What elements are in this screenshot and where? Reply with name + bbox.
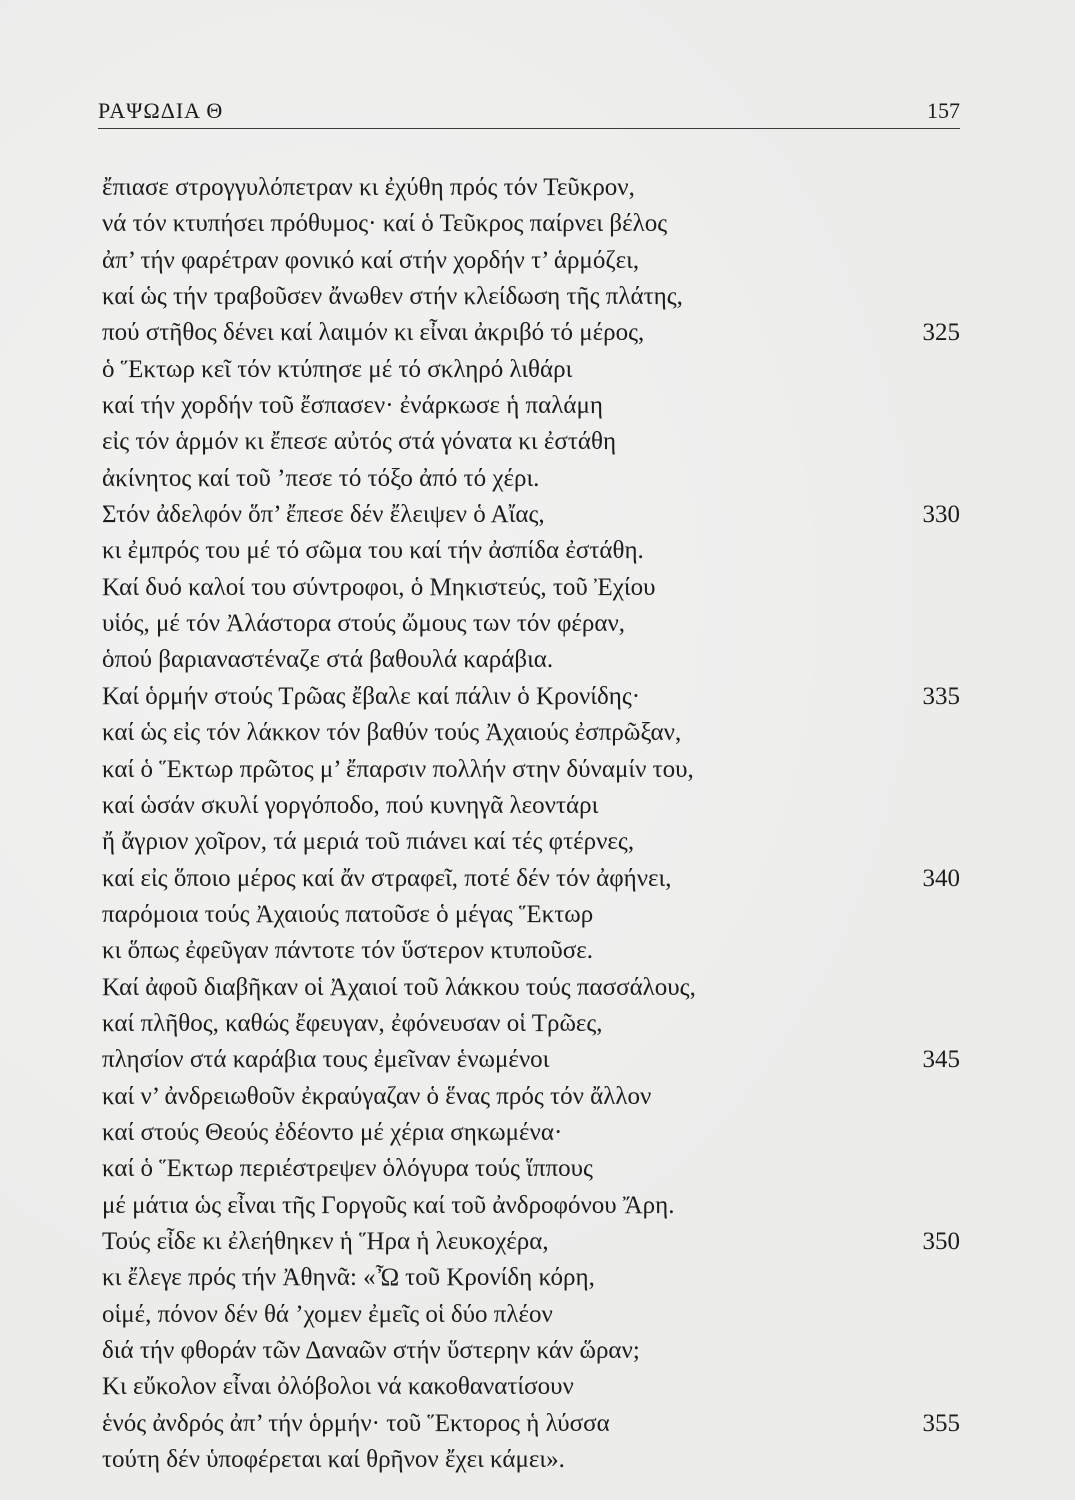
verse-line: [102, 1079, 960, 1115]
verse-text: ἑνός ἀνδρός ἀπ’ τήν ὁρμήν· τοῦ Ἕκτορος ἡ λύσσα: [102, 1409, 610, 1437]
verse-text: νά τόν κτυπήσει πρόθυμος· καί ὁ Τεῦκρος παίρνει βέλος: [102, 210, 668, 238]
verse-line: [102, 1188, 960, 1224]
verse-text: καί εἰς ὅποιο μέρος καί ἄν στραφεῖ, ποτέ δέν τόν ἀφήνει,: [102, 864, 672, 892]
verse-text: Καί ἀφοῦ διαβῆκαν οἱ Ἀχαιοί τοῦ λάκκου τούς πασσάλους,: [102, 973, 696, 1001]
verse-line: [102, 315, 960, 351]
verse-text: οἱμέ, πόνον δέν θά ’χομεν ἐμεῖς οἱ δύο πλέον: [102, 1300, 553, 1328]
verse-text: Στόν ἀδελφόν ὅπ’ ἔπεσε δέν ἔλειψεν ὁ Αἴας,: [102, 501, 545, 529]
line-number: 345: [922, 1046, 960, 1074]
verse-line: [102, 679, 960, 715]
verse-text: κι ἐμπρός του μέ τό σῶμα του καί τήν ἀσπίδα ἐστάθη.: [102, 537, 644, 565]
verse-text: Τούς εἶδε κι ἐλεήθηκεν ἡ Ἥρα ἡ λευκοχέρα,: [102, 1227, 549, 1255]
verse-text: τούτη δέν ὑποφέρεται καί θρῆνον ἔχει κάμει».: [102, 1446, 565, 1474]
verse-line: [102, 824, 960, 860]
verse-text: Καί ὁρμήν στούς Τρῶας ἔβαλε καί πάλιν ὁ Κρονίδης·: [102, 682, 641, 710]
page-number: 157: [927, 98, 960, 123]
verse-text: καί ὡσάν σκυλί γοργόποδο, πού κυνηγᾶ λεοντάρι: [102, 791, 599, 819]
verse-line: [102, 1406, 960, 1442]
verse-line: [102, 642, 960, 678]
verse-text: πού στῆθος δένει καί λαιμόν κι εἶναι ἀκριβό τό μέρος,: [102, 319, 645, 347]
verse-line: [102, 533, 960, 569]
verse-line: [102, 1042, 960, 1078]
verse-text: Κι εὔκολον εἶναι ὀλόβολοι νά κακοθανατίσουν: [102, 1373, 574, 1401]
line-number: 340: [922, 864, 960, 892]
verse-line: [102, 788, 960, 824]
verse-text: πλησίον στά καράβια τους ἐμεῖναν ἑνωμένοι: [102, 1046, 550, 1074]
verse-text: καί πλῆθος, καθώς ἔφευγαν, ἐφόνευσαν οἱ Τρῶες,: [102, 1009, 603, 1037]
verse-line: [102, 933, 960, 969]
verse-line: [102, 570, 960, 606]
verse-line: [102, 497, 960, 533]
line-number: 330: [922, 501, 960, 529]
verse-line: [102, 897, 960, 933]
verse-text: υἱός, μέ τόν Ἀλάστορα στούς ὤμους των τόν φέραν,: [102, 610, 626, 638]
verse-line: [102, 1369, 960, 1405]
line-number: 350: [922, 1227, 960, 1255]
verse-text: εἰς τόν ἁρμόν κι ἔπεσε αὐτός στά γόνατα κι ἐστάθη: [102, 428, 617, 456]
running-head: ΡΑΨΩΔΙΑ Θ: [98, 98, 224, 123]
verse-line: [102, 461, 960, 497]
verse-line: [102, 206, 960, 242]
verse-line: [102, 1151, 960, 1187]
verse-text: ἀκίνητος καί τοῦ ’πεσε τό τόξο ἀπό τό χέρι.: [102, 464, 540, 492]
verse-text: καί τήν χορδήν τοῦ ἔσπασεν· ἐνάρκωσε ἡ παλάμη: [102, 392, 603, 420]
verse-text: μέ μάτια ὡς εἶναι τῆς Γοργοῦς καί τοῦ ἀνδροφόνου Ἄρη.: [102, 1191, 675, 1219]
verse-text: Καί δυό καλοί του σύντροφοι, ὁ Μηκιστεύς, τοῦ Ἐχίου: [102, 573, 656, 601]
verse-text: ὁπού βαριαναστέναζε στά βαθουλά καράβια.: [102, 646, 554, 674]
verse-text: ὁ Ἕκτωρ κεῖ τόν κτύπησε μέ τό σκληρό λιθάρι: [102, 355, 573, 383]
verse-line: [102, 606, 960, 642]
verse-line: [102, 279, 960, 315]
verse-text: ἔπιασε στρογγυλόπετραν κι ἐχύθη πρός τόν Τεῦκρον,: [102, 174, 635, 201]
verse-line: [102, 1006, 960, 1042]
verse-line: [102, 715, 960, 751]
verse-line: [102, 1260, 960, 1296]
verse-text: κι ἔλεγε πρός τήν Ἀθηνᾶ: «Ὦ τοῦ Κρονίδη κόρη,: [102, 1264, 595, 1292]
verse-text: καί ὁ Ἕκτωρ πρῶτος μ’ ἔπαρσιν πολλήν στην δύναμίν του,: [102, 755, 694, 783]
verse-text: καί ὁ Ἕκτωρ περιέστρεψεν ὁλόγυρα τούς ἵππους: [102, 1155, 593, 1183]
verse-text: διά τήν φθοράν τῶν Δαναῶν στήν ὕστερην κάν ὥραν;: [102, 1337, 640, 1364]
verse-line: [102, 424, 960, 460]
verse-line: [102, 170, 960, 206]
verse-line: [102, 352, 960, 388]
verse-text: ἤ ἄγριον χοῖρον, τά μεριά τοῦ πιάνει καί τές φτέρνες,: [102, 828, 635, 856]
verse-text: κι ὅπως ἐφεῦγαν πάντοτε τόν ὕστερον κτυποῦσε.: [102, 937, 593, 965]
line-number: 355: [922, 1409, 960, 1437]
verse-text: καί ν’ ἀνδρειωθοῦν ἐκραύγαζαν ὁ ἕνας πρός τόν ἄλλον: [102, 1082, 652, 1110]
verse-line: [102, 861, 960, 897]
verse-line: [102, 1297, 960, 1333]
verse-line: [102, 1333, 960, 1369]
verse-line: [102, 243, 960, 279]
verse-text: καί ὡς τήν τραβοῦσεν ἄνωθεν στήν κλείδωση τῆς πλάτης,: [102, 283, 683, 311]
page-header: [98, 92, 960, 129]
verse-line: [102, 1224, 960, 1260]
verse-line: [102, 1115, 960, 1151]
verse-text: ἀπ’ τήν φαρέτραν φονικό καί στήν χορδήν τ’ ἁρμόζει,: [102, 246, 640, 274]
verse-line: [102, 970, 960, 1006]
verse-line: [102, 388, 960, 424]
verse-line: [102, 1442, 960, 1478]
verse-text: παρόμοια τούς Ἀχαιούς πατοῦσε ὁ μέγας Ἕκτωρ: [102, 900, 594, 928]
verse-line: [102, 752, 960, 788]
verse-text: καί στούς Θεούς ἐδέοντο μέ χέρια σηκωμένα·: [102, 1118, 563, 1146]
verse-block: [102, 170, 960, 1478]
line-number: 325: [922, 319, 960, 347]
line-number: 335: [922, 682, 960, 710]
verse-text: καί ὡς εἰς τόν λάκκον τόν βαθύν τούς Ἀχαιούς ἐσπρῶξαν,: [102, 719, 682, 747]
